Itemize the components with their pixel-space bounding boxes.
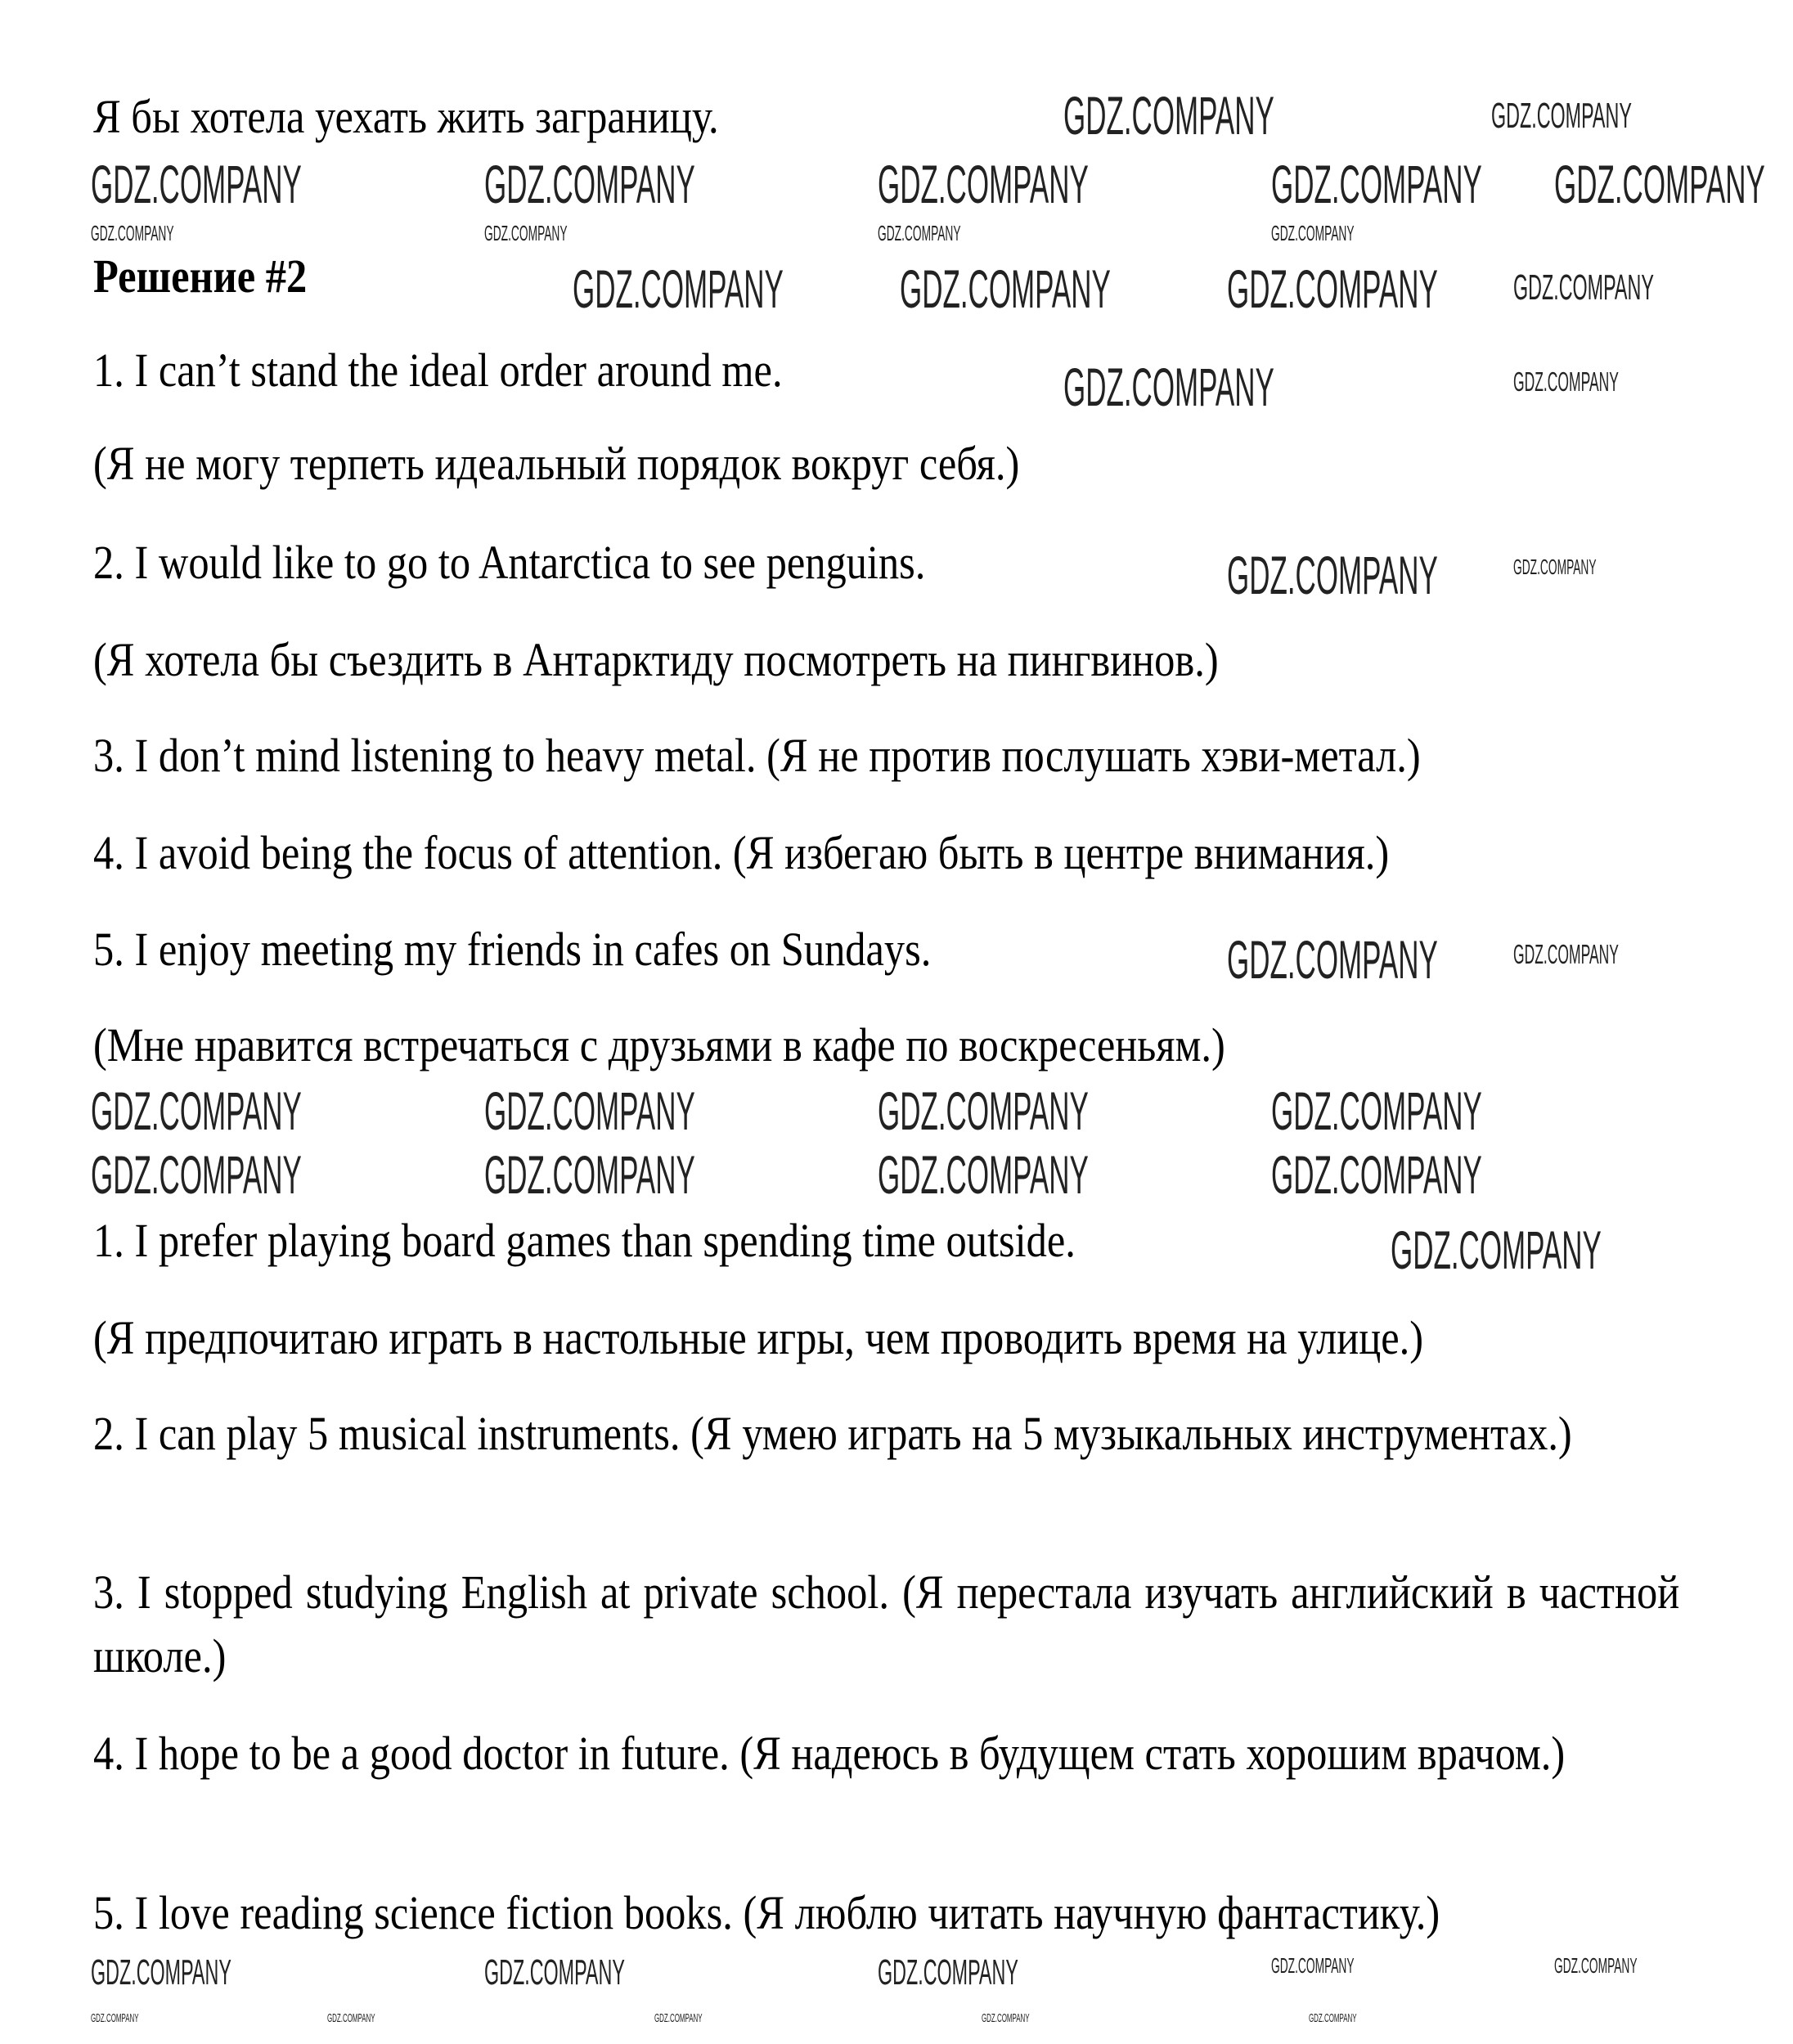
sentence-paragraph: 4. I hope to be a good doctor in future. (Я надеюсь в будущем стать хорошим врачом.) <box>93 1727 1566 1780</box>
watermark: GDZ.COMPANY <box>1063 85 1274 146</box>
watermark: GDZ.COMPANY <box>878 1080 1089 1141</box>
sentence-line: 3. I don’t mind listening to heavy metal. (Я не против послушать хэви-метал.) <box>93 729 1421 782</box>
translation-line: (Мне нравится встречаться с друзьями в кафе по воскресеньям.) <box>93 1018 1225 1071</box>
watermark: GDZ.COMPANY <box>1271 1953 1355 1978</box>
watermark: GDZ.COMPANY <box>654 2011 703 2025</box>
watermark: GDZ.COMPANY <box>1271 154 1482 214</box>
watermark: GDZ.COMPANY <box>1271 1144 1482 1205</box>
watermark: GDZ.COMPANY <box>1227 929 1438 990</box>
intro-line: Я бы хотела уехать жить заграницу. <box>93 90 719 143</box>
watermark: GDZ.COMPANY <box>1063 357 1274 417</box>
watermark: GDZ.COMPANY <box>91 154 302 214</box>
sentence-line: 2. I would like to go to Antarctica to see penguins. <box>93 536 926 589</box>
watermark: GDZ.COMPANY <box>484 154 695 214</box>
watermark: GDZ.COMPANY <box>91 1144 302 1205</box>
sentence-line: 1. I prefer playing board games than spending time outside. <box>93 1214 1076 1267</box>
watermark: GDZ.COMPANY <box>91 1080 302 1141</box>
sentence-line: 5. I enjoy meeting my friends in cafes on Sundays. <box>93 923 932 976</box>
watermark: GDZ.COMPANY <box>878 154 1089 214</box>
translation-line: (Я хотела бы съездить в Антарктиду посмотреть на пингвинов.) <box>93 633 1219 686</box>
watermark: GDZ.COMPANY <box>878 1952 1018 1992</box>
watermark: GDZ.COMPANY <box>1227 545 1438 605</box>
sentence-line: 4. I avoid being the focus of attention. (Я избегаю быть в центре внимания.) <box>93 826 1390 879</box>
sentence-line: 5. I love reading science fiction books. (Я люблю читать научную фантастику.) <box>93 1886 1440 1939</box>
sentence-paragraph: 3. I stopped studying English at private school. (Я перестала изучать английский в частной школе.) <box>93 1566 1680 1682</box>
watermark: GDZ.COMPANY <box>484 1080 695 1141</box>
watermark: GDZ.COMPANY <box>484 1952 625 1992</box>
watermark: GDZ.COMPANY <box>1227 258 1438 319</box>
solution-heading: Решение #2 <box>93 249 308 303</box>
watermark: GDZ.COMPANY <box>1491 96 1632 136</box>
watermark: GDZ.COMPANY <box>878 221 961 245</box>
watermark: GDZ.COMPANY <box>1309 2011 1357 2025</box>
translation-line: (Я не могу терпеть идеальный порядок вокруг себя.) <box>93 437 1020 490</box>
watermark: GDZ.COMPANY <box>484 221 568 245</box>
watermark: GDZ.COMPANY <box>900 258 1111 319</box>
watermark: GDZ.COMPANY <box>327 2011 375 2025</box>
watermark: GDZ.COMPANY <box>91 2011 139 2025</box>
watermark: GDZ.COMPANY <box>91 221 174 245</box>
watermark: GDZ.COMPANY <box>1513 939 1619 969</box>
sentence-line: 1. I can’t stand the ideal order around me. <box>93 344 783 397</box>
sentence-paragraph: 2. I can play 5 musical instruments. (Я умею играть на 5 музыкальных инструментах.) <box>93 1407 1572 1460</box>
watermark: GDZ.COMPANY <box>91 1952 231 1992</box>
watermark: GDZ.COMPANY <box>1513 366 1619 397</box>
watermark: GDZ.COMPANY <box>1554 154 1765 214</box>
watermark: GDZ.COMPANY <box>1271 1080 1482 1141</box>
watermark: GDZ.COMPANY <box>982 2011 1030 2025</box>
watermark: GDZ.COMPANY <box>484 1144 695 1205</box>
watermark: GDZ.COMPANY <box>573 258 784 319</box>
watermark: GDZ.COMPANY <box>1554 1953 1638 1978</box>
watermark: GDZ.COMPANY <box>1271 221 1355 245</box>
watermark: GDZ.COMPANY <box>1513 267 1654 308</box>
watermark: GDZ.COMPANY <box>1513 555 1597 579</box>
watermark: GDZ.COMPANY <box>1391 1220 1602 1280</box>
translation-line: (Я предпочитаю играть в настольные игры, чем проводить время на улице.) <box>93 1311 1424 1364</box>
watermark: GDZ.COMPANY <box>878 1144 1089 1205</box>
